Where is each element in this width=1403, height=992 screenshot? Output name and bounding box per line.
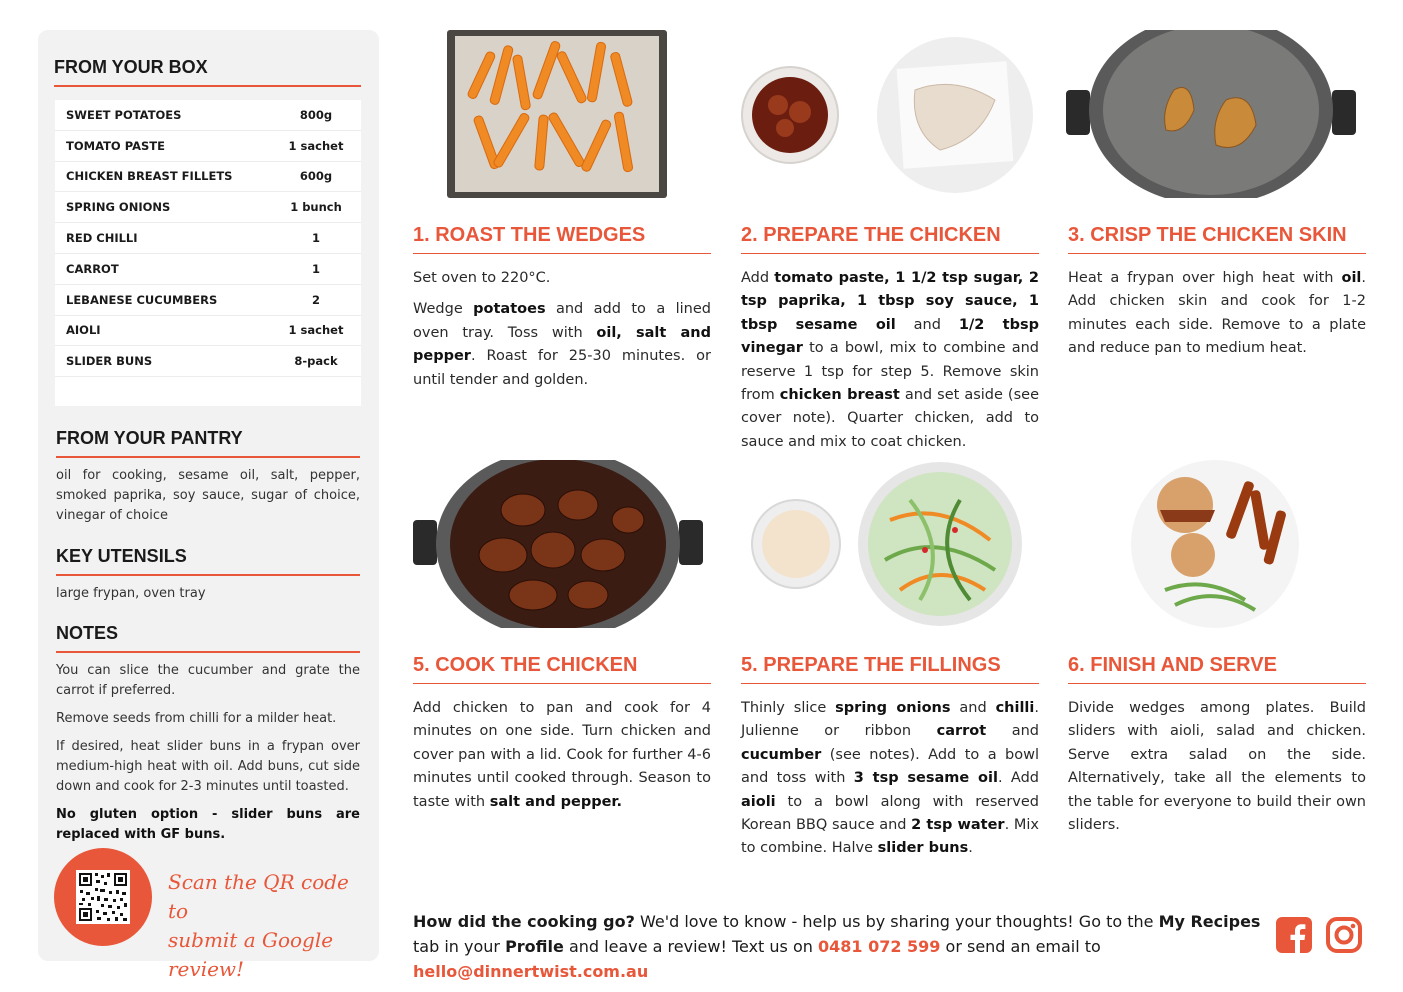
step-text-segment: Add chicken to pan and cook for 4 minutes on one side. Turn chicken and cover pan with a lid. Cook for further 4-6 minutes until cooked through. Season to taste with bbox=[413, 700, 711, 810]
ingredient-name: LEBANESE CUCUMBERS bbox=[66, 292, 218, 307]
ingredient-name: SLIDER BUNS bbox=[66, 354, 153, 369]
step-paragraph bbox=[1068, 697, 1366, 837]
step-text-segment: . Mix to combine. Halve bbox=[741, 817, 1039, 857]
ingredient-qty: 1 sachet bbox=[288, 138, 344, 153]
pantry-text: oil for cooking, sesame oil, salt, pepper, smoked paprika, soy sauce, sugar of choice, vinegar of choice bbox=[56, 468, 360, 523]
ingredient-highlight: slider buns bbox=[877, 840, 969, 857]
utensils-text: large frypan, oven tray bbox=[56, 586, 206, 601]
instagram-icon[interactable] bbox=[1325, 916, 1363, 954]
footer-profile: Profile bbox=[505, 937, 564, 956]
ingredient-name: TOMATO PASTE bbox=[66, 138, 165, 153]
step-text-segment: and bbox=[950, 700, 996, 716]
qr-badge[interactable] bbox=[54, 848, 152, 946]
ingredient-qty: 800g bbox=[299, 107, 333, 122]
ingredient-row bbox=[55, 346, 361, 377]
ingredient-highlight: carrot bbox=[936, 723, 987, 740]
step-text-segment: . bbox=[968, 840, 973, 857]
step-text-segment: Heat a frypan over high heat with bbox=[1068, 270, 1342, 286]
ingredient-row bbox=[55, 316, 361, 347]
ingredient-qty: 1 sachet bbox=[288, 323, 344, 338]
utensils-section bbox=[56, 546, 360, 604]
ingredient-name: SWEET POTATOES bbox=[66, 107, 182, 122]
step-text-segment: to a bowl along with reserved Korean BBQ sauce and bbox=[741, 793, 1039, 834]
ingredient-highlight: 1/2 tbsp vinegar bbox=[741, 316, 1040, 357]
ingredient-highlight: salt and pepper. bbox=[489, 793, 623, 810]
step-text-segment: to a bowl, mix to combine and reserve 1 tsp for step 5. Remove skin from bbox=[741, 340, 1039, 404]
ingredient-highlight: oil, salt and pepper bbox=[413, 324, 711, 365]
ingredient-highlight: potatoes bbox=[473, 301, 546, 318]
step-title: 1. ROAST THE WEDGES bbox=[413, 224, 711, 254]
footer-text: tab in your bbox=[413, 937, 506, 956]
cook-chicken-photo bbox=[413, 460, 703, 628]
step-text bbox=[741, 267, 1039, 454]
ingredient-row bbox=[55, 192, 361, 223]
ingredient-highlight: oil bbox=[1341, 270, 1362, 286]
step-text-segment: Set oven to 220°C. bbox=[413, 270, 551, 286]
step-title: 6. FINISH AND SERVE bbox=[1068, 654, 1366, 684]
step-paragraph bbox=[741, 697, 1039, 861]
ingredient-name: CARROT bbox=[66, 261, 119, 276]
notes-section bbox=[56, 623, 360, 845]
prepare-fillings-photo bbox=[750, 460, 1030, 628]
prepare-chicken-photo bbox=[740, 30, 1040, 200]
ingredient-highlight: tomato paste, 1 1/2 tsp sugar, 2 tsp paprika, 1 tbsp soy sauce, 1 tbsp sesame oil bbox=[741, 270, 1039, 333]
ingredient-name: AIOLI bbox=[66, 323, 101, 338]
ingredient-row bbox=[55, 162, 361, 193]
step-title: 5. PREPARE THE FILLINGS bbox=[741, 654, 1039, 684]
ingredient-highlight: cucumber bbox=[741, 746, 822, 763]
note-item: You can slice the cucumber and grate the carrot if preferred. bbox=[56, 663, 360, 698]
step-text-segment: (see notes). Add to a bowl and toss with bbox=[741, 746, 1039, 787]
step-paragraph bbox=[1068, 267, 1366, 361]
notes-title: NOTES bbox=[56, 623, 360, 653]
note-item: No gluten option - slider buns are replaced with GF buns. bbox=[56, 807, 360, 842]
roast-wedges-photo bbox=[447, 30, 667, 198]
ingredient-qty: 600g bbox=[299, 169, 333, 184]
ingredient-name: CHICKEN BREAST FILLETS bbox=[66, 169, 233, 184]
finish-serve-photo bbox=[1125, 460, 1305, 628]
facebook-icon[interactable] bbox=[1275, 916, 1313, 954]
ingredient-highlight: 2 tsp water bbox=[911, 817, 1005, 834]
ingredient-row bbox=[55, 254, 361, 285]
ingredients-table bbox=[55, 100, 361, 406]
step-text-segment: Thinly slice bbox=[741, 700, 836, 716]
ingredient-highlight: spring onions bbox=[835, 700, 951, 716]
ingredient-highlight: 3 tsp sesame oil bbox=[853, 770, 998, 787]
ingredient-highlight: aioli bbox=[741, 793, 776, 810]
footer-text: or send an email to bbox=[940, 937, 1101, 956]
ingredient-highlight: chilli bbox=[995, 700, 1035, 716]
email-link[interactable]: hello@dinnertwist.com.au bbox=[413, 962, 649, 981]
step-title: 3. CRISP THE CHICKEN SKIN bbox=[1068, 224, 1366, 254]
footer-my-recipes: My Recipes bbox=[1158, 912, 1261, 931]
ingredient-highlight: chicken breast bbox=[779, 387, 900, 404]
footer-text: We'd love to know - help us by sharing your thoughts! Go to the bbox=[634, 912, 1159, 931]
phone-link[interactable]: 0481 072 599 bbox=[817, 937, 941, 956]
note-item: If desired, heat slider buns in a frypan over medium-high heat with oil. Add buns, cut side down and cook for 2-3 minutes until toasted. bbox=[56, 739, 360, 794]
qr-caption-line: submit a Google review! bbox=[168, 928, 334, 981]
ingredient-qty: 1 bbox=[311, 261, 320, 276]
step-text-segment: and set aside (see cover note). Quarter chicken, add to sauce and mix to coat chicken. bbox=[741, 387, 1039, 450]
ingredient-qty: 8-pack bbox=[294, 354, 338, 369]
step-paragraph bbox=[413, 267, 711, 290]
step-text bbox=[1068, 267, 1366, 361]
crisp-skin-photo bbox=[1066, 30, 1356, 198]
ingredient-row bbox=[55, 223, 361, 254]
step-text-segment: and add to a lined oven tray. Toss with bbox=[413, 301, 711, 341]
ingredient-name: RED CHILLI bbox=[66, 231, 138, 246]
step-text bbox=[1068, 697, 1366, 837]
ingredient-qty: 1 bunch bbox=[290, 200, 342, 215]
ingredient-row bbox=[55, 285, 361, 316]
step-text-segment: . Roast for 25-30 minutes. or until tender and golden. bbox=[413, 348, 711, 388]
step-text-segment: and bbox=[895, 316, 959, 333]
footer-text: and leave a review! Text us on bbox=[563, 937, 818, 956]
pantry-title: FROM YOUR PANTRY bbox=[56, 428, 360, 458]
note-item: Remove seeds from chilli for a milder heat. bbox=[56, 711, 337, 726]
qr-caption bbox=[168, 868, 368, 984]
step-text-segment: Divide wedges among plates. Build sliders with aioli, salad and chicken. Serve extra salad on the side. Alternatively, take all the elements to the table for everyone to build their own sliders. bbox=[1068, 700, 1366, 834]
sidebar-panel bbox=[38, 30, 379, 981]
step-text bbox=[413, 267, 711, 392]
ingredient-qty: 2 bbox=[311, 292, 320, 307]
box-title: FROM YOUR BOX bbox=[54, 57, 361, 87]
ingredient-qty: 1 bbox=[311, 231, 320, 246]
step-text bbox=[413, 697, 711, 814]
step-title: 2. PREPARE THE CHICKEN bbox=[741, 224, 1039, 254]
utensils-title: KEY UTENSILS bbox=[56, 546, 360, 576]
step-title: 5. COOK THE CHICKEN bbox=[413, 654, 711, 684]
pantry-section bbox=[56, 428, 360, 526]
qr-caption-line: Scan the QR code to bbox=[168, 870, 349, 923]
step-paragraph bbox=[413, 298, 711, 392]
ingredient-row bbox=[55, 131, 361, 162]
ingredient-row bbox=[55, 100, 361, 131]
step-text-segment: and bbox=[986, 723, 1039, 740]
step-text-segment: . Add bbox=[997, 770, 1039, 787]
step-text-segment: Add bbox=[741, 270, 775, 286]
step-text bbox=[741, 697, 1039, 861]
step-text-segment: . Julienne or ribbon bbox=[741, 700, 1039, 740]
feedback-footer bbox=[413, 909, 1263, 984]
ingredient-name: SPRING ONIONS bbox=[66, 200, 171, 215]
step-paragraph bbox=[741, 267, 1039, 454]
step-text-segment: . Add chicken skin and cook for 1-2 minutes each side. Remove to a plate and reduce pan to medium heat. bbox=[1068, 270, 1366, 357]
step-paragraph bbox=[413, 697, 711, 814]
qr-code-icon[interactable] bbox=[76, 870, 130, 924]
step-text-segment: Wedge bbox=[413, 301, 474, 318]
footer-question: How did the cooking go? bbox=[413, 912, 635, 931]
